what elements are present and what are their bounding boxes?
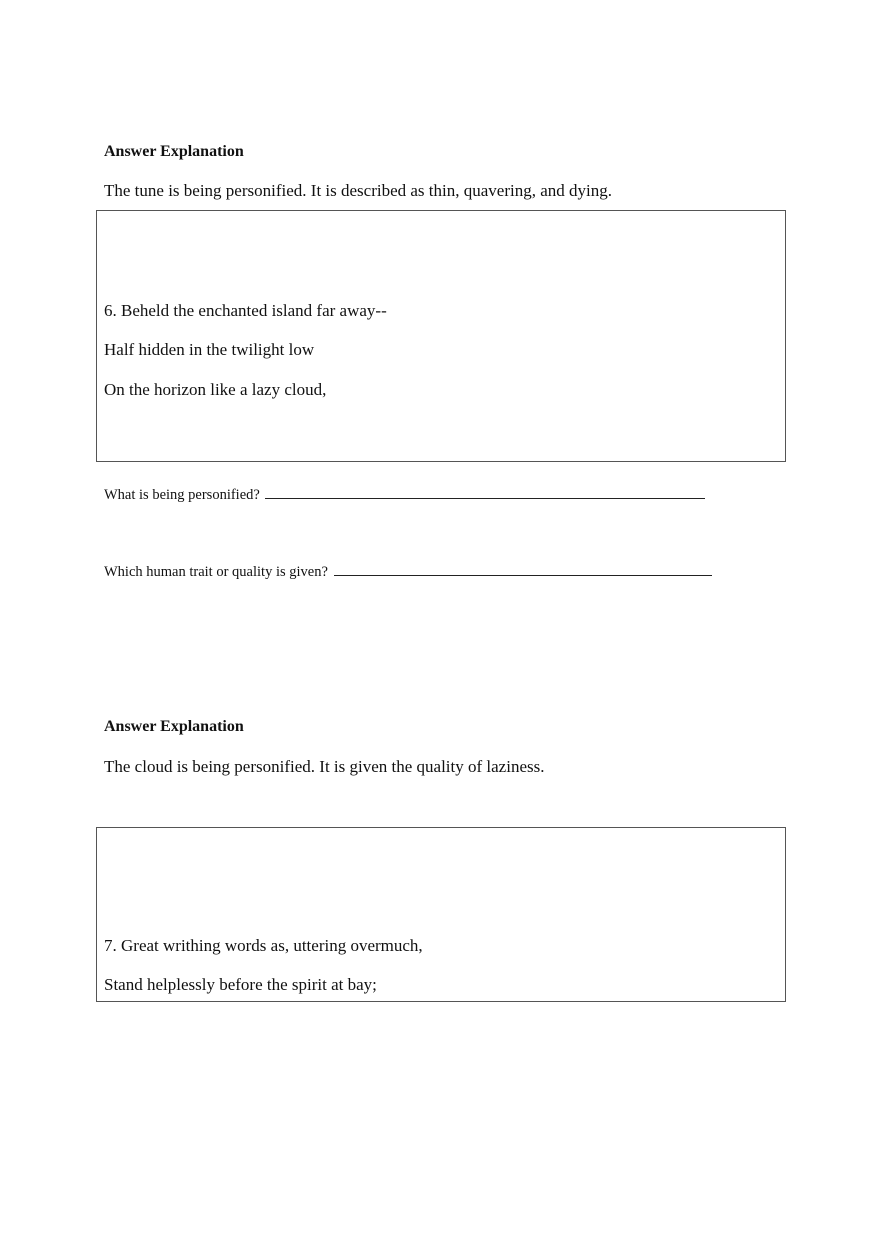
question-6-line-1: 6. Beheld the enchanted island far away--	[104, 301, 387, 320]
question-6-line-3: On the horizon like a lazy cloud,	[104, 380, 327, 399]
answer-explanation-text-2: The cloud is being personified. It is given the quality of laziness.	[104, 757, 545, 776]
prompt-trait	[104, 564, 712, 581]
question-7-line-1: 7. Great writhing words as, uttering overmuch,	[104, 936, 423, 955]
answer-blank-personified[interactable]	[265, 497, 705, 499]
answer-explanation-heading-1: Answer Explanation	[104, 143, 244, 160]
question-6-box	[96, 210, 786, 462]
prompt-personified	[104, 487, 705, 504]
question-6-line-2: Half hidden in the twilight low	[104, 340, 315, 359]
prompt-trait-label: Which human trait or quality is given?	[104, 564, 328, 580]
question-7-line-2: Stand helplessly before the spirit at bay;	[104, 975, 377, 994]
answer-explanation-text-1: The tune is being personified. It is described as thin, quavering, and dying.	[104, 181, 612, 200]
answer-explanation-heading-2: Answer Explanation	[104, 718, 244, 735]
answer-blank-trait[interactable]	[334, 574, 712, 576]
prompt-personified-label: What is being personified?	[104, 487, 260, 503]
